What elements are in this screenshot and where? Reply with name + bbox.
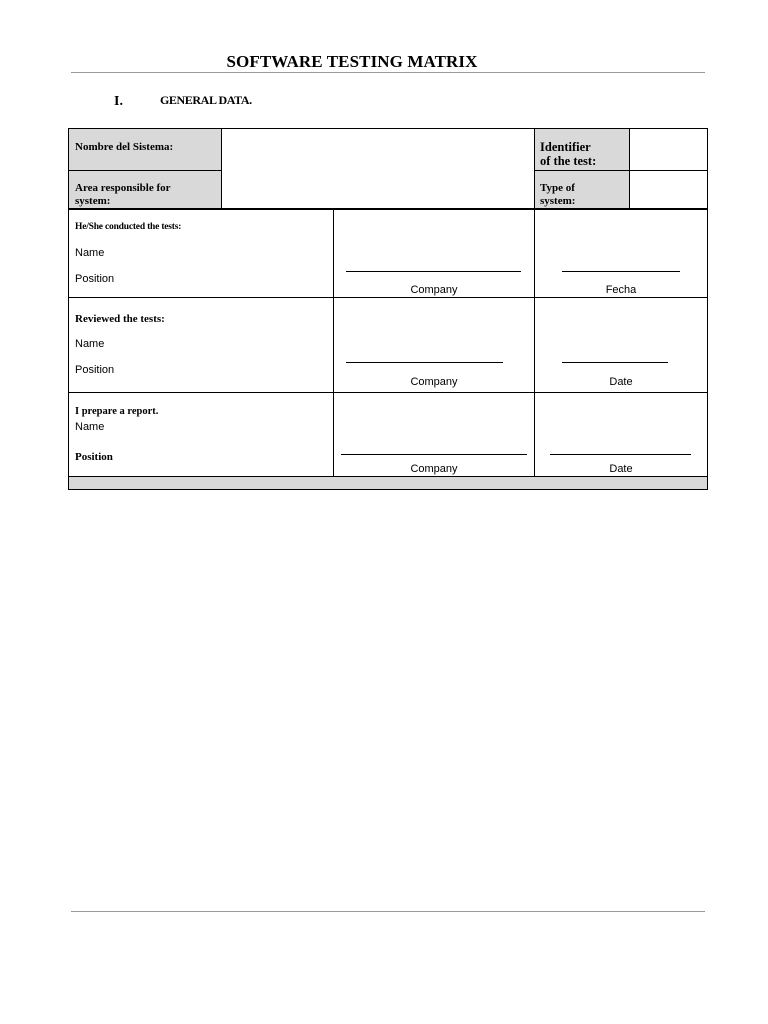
report-position-label: Position <box>75 451 113 463</box>
divider <box>69 208 707 210</box>
test-identifier-label-line2: of the test: <box>540 154 597 168</box>
reviewed-position-label: Position <box>75 364 115 376</box>
report-heading: I prepare a report. <box>75 406 159 417</box>
test-identifier-label-line1: Identifier <box>540 140 591 154</box>
conducted-company-caption: Company <box>410 284 458 296</box>
conducted-company-signature-line[interactable] <box>346 271 521 272</box>
divider <box>69 392 707 393</box>
system-name-field[interactable] <box>222 129 534 208</box>
system-type-field[interactable] <box>630 171 707 208</box>
document-title: SOFTWARE TESTING MATRIX <box>226 52 478 71</box>
reviewed-date-caption: Date <box>609 376 633 388</box>
footer-rule <box>71 911 705 912</box>
header-rule <box>71 72 705 73</box>
conducted-date-caption: Fecha <box>605 284 637 296</box>
report-date-signature-line[interactable] <box>550 454 691 455</box>
conducted-position-label: Position <box>75 273 115 285</box>
conducted-heading: He/She conducted the tests: <box>75 222 182 232</box>
report-company-caption: Company <box>410 463 458 475</box>
section-title: GENERAL DATA. <box>160 93 252 107</box>
divider <box>333 209 334 476</box>
system-name-label: Nombre del Sistema: <box>75 141 174 153</box>
reviewed-name-label: Name <box>75 338 105 350</box>
test-identifier-field[interactable] <box>630 129 707 170</box>
divider <box>69 170 221 171</box>
conducted-name-label: Name <box>75 247 105 259</box>
reviewed-heading: Reviewed the tests: <box>75 313 165 325</box>
reviewed-company-caption: Company <box>410 376 458 388</box>
divider <box>69 297 707 298</box>
footer-shade-bar <box>69 477 707 489</box>
divider <box>534 209 535 476</box>
report-name-label: Name <box>75 421 105 433</box>
divider <box>534 129 535 209</box>
area-responsible-label-line2: system: <box>75 195 111 207</box>
reviewed-company-signature-line[interactable] <box>346 362 503 363</box>
section-number: I. <box>114 94 123 109</box>
system-type-label-line1: Type of <box>540 182 575 194</box>
conducted-date-signature-line[interactable] <box>562 271 680 272</box>
report-date-caption: Date <box>609 463 633 475</box>
reviewed-date-signature-line[interactable] <box>562 362 668 363</box>
area-responsible-label-line1: Area responsible for <box>75 182 171 194</box>
system-type-label-line2: system: <box>540 195 576 207</box>
report-company-signature-line[interactable] <box>341 454 527 455</box>
general-data-form <box>68 128 708 490</box>
